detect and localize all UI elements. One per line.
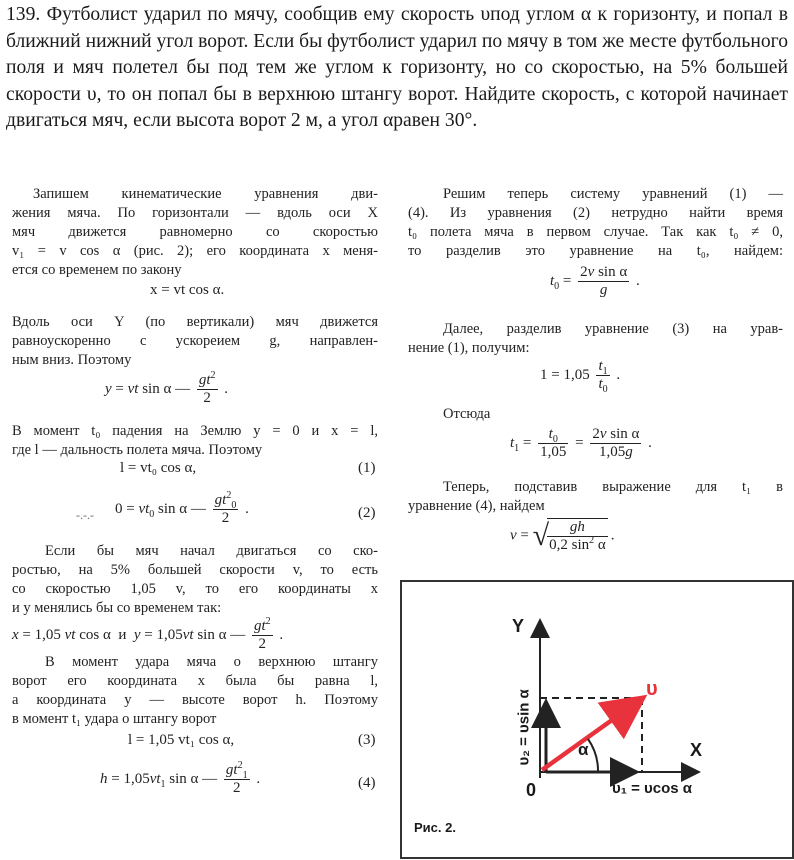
equation-2: $0 = vt_0$ sin α — $\frac{gt^2_0}{2}$ . — [115, 490, 249, 526]
vy-label: υ₂ = υsin α — [515, 689, 533, 766]
equation-x: x = vt cos α. — [150, 282, 225, 298]
equation-number: (1) — [358, 460, 376, 476]
text-line: Теперь, подставив выражение для t₁ в — [443, 479, 783, 495]
text-line: жения мяча. По горизонтали — вдоль оси X — [12, 205, 378, 221]
equation-1: l = vt₀ cos α, — [120, 460, 197, 476]
figure-svg — [402, 582, 792, 857]
text-line: В момент t₀ падения на Землю y = 0 и x = l, — [12, 423, 378, 439]
angle-label: α — [578, 740, 589, 759]
x-axis-label: X — [690, 740, 703, 760]
y-axis-label: Y — [512, 616, 525, 636]
text-line: ростью, на 5% большей скорости v, то есть — [12, 562, 378, 578]
equation-3: l = 1,05 vt₁ cos α, — [128, 732, 235, 748]
problem-text: 139. Футболист ударил по мячу, сообщив ему скорость υпод углом α к горизонту, и попал в ближний нижний угол ворот. Если бы футболист ударил по мячу в том же месте футбольного поля и мяч полетел бы под тем же углом к горизонту, но со скоростью, на 5% большей скорости υ, то он попал бы в верхнюю штангу ворот. Найдите скорость, с которой начинает двигаться мяч, если высота ворот 2 м, а угол αравен 30°. — [6, 4, 788, 132]
text-line: Запишем кинематические уравнения дви- — [33, 186, 378, 202]
ratio-left: 1 = 1,05 — [540, 366, 590, 383]
text-line: ным вниз. Поэтому — [12, 352, 132, 368]
equation-number: (3) — [358, 732, 376, 748]
equation-number: (4) — [358, 775, 376, 791]
text-line: Если бы мяч начал двигаться со ско- — [45, 543, 378, 559]
equation-t0: $t_0$ = $\frac{\text{2v sin α}}{g}$ . — [550, 264, 640, 298]
text-line: ется со временем по закону — [12, 262, 182, 278]
origin-label: 0 — [526, 780, 537, 800]
equation-y: y = vt sin α — $\frac{gt^2}{2}$ . — [105, 370, 229, 406]
text-line: равноускоренно с ускореием g, направлен- — [12, 333, 378, 349]
text-line: Решим теперь систему уравнений (1) — — [443, 186, 783, 202]
equation-4: $h = 1,05vt_1$ sin α — $\frac{gt^2_1}{2}$ . — [100, 760, 261, 796]
text-line: и y менялись бы со временем так: — [12, 600, 222, 616]
text-line: (4). Из уравнения (2) нетрудно найти время — [408, 205, 783, 221]
velocity-label: υ — [646, 678, 658, 700]
text-line: Отсюда — [443, 406, 491, 422]
text-line: то разделив это уравнение на t₀, найдем: — [408, 243, 783, 259]
figure-velocity-diagram — [400, 580, 794, 859]
equation-ratio: 1 = 1,05 $\frac{t_1}{t_0}$ . — [540, 358, 621, 395]
figure-caption: Рис. 2. — [414, 820, 456, 835]
text-line: уравнение (4), найдем — [408, 498, 545, 514]
velocity-vector — [542, 700, 640, 770]
margin-mark: -.-.- — [76, 508, 94, 522]
equation-pair: x = 1,05 vt cos α и y = 1,05vt sin α — $\frac{gt^2}{2}$ . — [12, 616, 284, 652]
text-line: мяч движется равномерно со скоростью — [12, 224, 378, 240]
text-line: t₀ полета мяча в первом случае. Так как t₀ ≠ 0, — [408, 224, 783, 240]
angle-arc — [588, 739, 598, 772]
text-line: v₁ = v cos α (рис. 2); его координата x меня- — [12, 243, 378, 259]
text-line: Вдоль оси Y (по вертикали) мяч движется — [12, 314, 378, 330]
equation-t1: $t_1$ = $\frac{t_0}{1,05}$ = $\frac{\text{2v sin α}}{1,05g}$ . — [510, 426, 652, 460]
text-line: В момент удара мяча о верхнюю штангу — [45, 654, 378, 670]
text-line: а координата y — высоте ворот h. Поэтому — [12, 692, 378, 708]
equation-number: (2) — [358, 505, 376, 521]
text-line: со скоростью 1,05 v, то его координаты x — [12, 581, 378, 597]
text-line: ворот его координата x была бы равна l, — [12, 673, 378, 689]
text-line: Далее, разделив уравнение (3) на урав- — [443, 321, 783, 337]
text-line: в момент t₁ удара о штангу ворот — [12, 711, 217, 727]
text-line: где l — дальность полета мяча. Поэтому — [12, 442, 263, 458]
vx-label: υ₁ = υcos α — [612, 780, 692, 797]
equation-v: v = √ $\frac{gh}{0,2 \sin^2 \alpha}$ . — [510, 519, 615, 553]
text-line: нение (1), получим: — [408, 340, 530, 356]
